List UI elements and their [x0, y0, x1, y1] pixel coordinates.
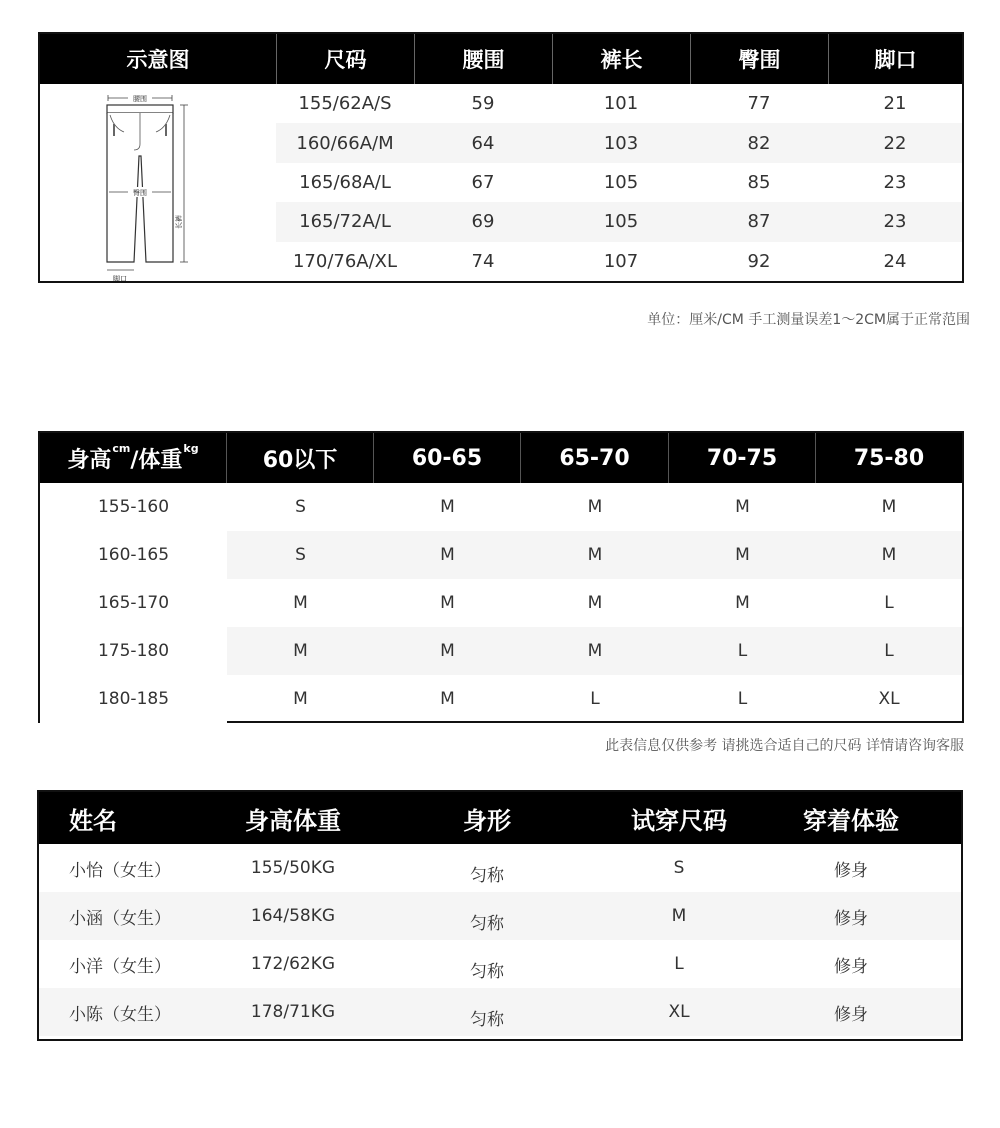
cell-body-shape: 匀称: [470, 865, 504, 886]
cell-size: M: [587, 593, 603, 613]
measurement-table: [38, 32, 964, 283]
header-weight-range: 75-80: [853, 445, 925, 471]
cell-height: 175-180: [40, 627, 227, 675]
recommend-table-header: [40, 433, 962, 483]
weight-unit: kg: [183, 442, 199, 456]
cell-size: M: [735, 497, 750, 517]
tryon-row: [39, 940, 961, 988]
cell-size: M: [374, 627, 521, 675]
header-weight-range: 70-75: [669, 433, 816, 483]
cell-height: 155-160: [40, 483, 227, 531]
cell-size: M: [671, 906, 687, 926]
cell-size: M: [293, 689, 308, 709]
cell-hem: 24: [883, 250, 907, 272]
cell-hip: 82: [747, 132, 771, 154]
cell-hip: 85: [747, 171, 771, 193]
cell-height: 180-185: [40, 675, 227, 723]
header-body-shape: 身形: [463, 806, 511, 835]
cell-waist: 59: [471, 93, 495, 115]
recommend-row: [40, 675, 962, 723]
header-height-weight: [40, 433, 227, 483]
recommend-table: [38, 431, 964, 723]
cell-size: L: [884, 593, 894, 613]
tryon-row: [39, 844, 961, 892]
cell-size: S: [673, 858, 685, 878]
header-weight-label: 体重: [138, 447, 183, 473]
cell-size: S: [227, 531, 374, 579]
cell-hem: 23: [883, 171, 907, 193]
cell-size: 155/62A/S: [298, 93, 392, 115]
cell-size: M: [521, 531, 669, 579]
cell-name: 小涵（女生）: [69, 908, 171, 929]
cell-size: M: [881, 497, 897, 517]
cell-length: 105: [603, 211, 639, 233]
cell-size: L: [669, 627, 816, 675]
header-weight-range: 60以下: [227, 433, 374, 483]
diagram-label-waist: 腰围: [133, 95, 147, 103]
cell-hip: 77: [747, 93, 771, 115]
cell-height: 160-165: [40, 531, 227, 579]
header-weight-range: 60-65: [374, 433, 521, 483]
header-size: 尺码: [276, 34, 414, 84]
cell-size: M: [293, 593, 308, 613]
tryon-table-header: [39, 792, 961, 844]
cell-hem: 23: [883, 211, 907, 233]
cell-size: M: [735, 593, 750, 613]
header-hip: 臀围: [690, 34, 828, 84]
tryon-row: [39, 988, 961, 1036]
measurement-row: [276, 84, 962, 123]
cell-fit: 修身: [834, 956, 868, 977]
cell-height-weight: 172/62KG: [250, 954, 336, 974]
diagram-label-hip: 臀围: [133, 189, 147, 197]
cell-size: M: [440, 689, 455, 709]
measurement-row: [276, 202, 962, 241]
cell-size: S: [295, 497, 306, 517]
header-waist: 腰围: [414, 34, 552, 84]
header-height-weight: 身高体重: [245, 806, 341, 835]
cell-body-shape: 匀称: [470, 1009, 504, 1030]
recommend-row: [40, 483, 962, 531]
measurement-row: [276, 242, 962, 281]
cell-size: L: [590, 689, 600, 709]
cell-hip: 87: [747, 211, 771, 233]
header-length: 裤长: [552, 34, 690, 84]
header-diagram: 示意图: [126, 48, 190, 72]
header-tryon-size: 试穿尺码: [631, 806, 727, 835]
cell-size: M: [374, 531, 521, 579]
cell-hip: 92: [747, 250, 771, 272]
cell-size: M: [521, 627, 669, 675]
cell-size: M: [440, 497, 455, 517]
cell-height-weight: 178/71KG: [250, 1002, 336, 1022]
recommend-row: [40, 579, 962, 627]
cell-waist: 64: [471, 132, 495, 154]
header-fit: 穿着体验: [803, 806, 899, 835]
pants-illustration: [40, 84, 276, 281]
cell-height: 165-170: [40, 579, 227, 627]
header-hem: 脚口: [828, 34, 962, 84]
cell-name: 小怡（女生）: [69, 860, 171, 881]
cell-size: M: [816, 531, 962, 579]
cell-size: XL: [668, 1002, 690, 1022]
height-unit: cm: [112, 442, 131, 456]
measurement-row: [276, 163, 962, 202]
header-height-weight-label: 身高$^{cm}$/体重$^{kg}$: [67, 442, 199, 473]
pants-diagram: [40, 84, 276, 281]
cell-size: L: [674, 954, 684, 974]
cell-hem: 21: [883, 93, 907, 115]
recommend-note: 此表信息仅供参考 请挑选合适自己的尺码 详情请咨询客服: [605, 738, 964, 754]
cell-size: 170/76A/XL: [292, 250, 398, 272]
cell-body-shape: 匀称: [470, 961, 504, 982]
cell-size: M: [227, 627, 374, 675]
cell-length: 105: [603, 171, 639, 193]
measurement-table-header: [40, 34, 962, 84]
cell-height-weight: 164/58KG: [250, 906, 336, 926]
tryon-table: [37, 790, 963, 1041]
cell-size: XL: [878, 689, 900, 709]
cell-waist: 69: [471, 211, 495, 233]
cell-size: M: [587, 497, 603, 517]
cell-size: M: [669, 531, 816, 579]
cell-waist: 67: [471, 171, 495, 193]
cell-waist: 74: [471, 250, 495, 272]
measurement-rows: [276, 84, 962, 281]
measurement-note: 单位：厘米/CM 手工测量误差1～2CM属于正常范围: [647, 312, 970, 328]
header-name: 姓名: [69, 806, 117, 835]
cell-fit: 修身: [834, 1004, 868, 1025]
cell-size: M: [440, 593, 455, 613]
recommend-row: [40, 531, 962, 579]
cell-name: 小陈（女生）: [69, 1004, 171, 1025]
diagram-label-hem: 脚口: [113, 275, 127, 281]
cell-length: 101: [603, 93, 639, 115]
cell-fit: 修身: [834, 860, 868, 881]
cell-size: 160/66A/M: [296, 132, 394, 154]
cell-size: L: [816, 627, 962, 675]
cell-fit: 修身: [834, 908, 868, 929]
cell-hem: 22: [883, 132, 907, 154]
cell-body-shape: 匀称: [470, 913, 504, 934]
cell-length: 103: [603, 132, 639, 154]
cell-height-weight: 155/50KG: [250, 858, 336, 878]
measurement-row: [276, 123, 962, 162]
diagram-label-length: 长裤: [175, 215, 183, 229]
recommend-row: [40, 627, 962, 675]
cell-size: L: [737, 689, 748, 709]
cell-length: 107: [603, 250, 639, 272]
cell-size: 165/72A/L: [299, 211, 391, 233]
header-weight-range: 65-70: [521, 433, 669, 483]
header-height-label: 身高: [67, 447, 112, 473]
tryon-row: [39, 892, 961, 940]
cell-name: 小洋（女生）: [69, 956, 171, 977]
cell-size: 165/68A/L: [299, 171, 391, 193]
